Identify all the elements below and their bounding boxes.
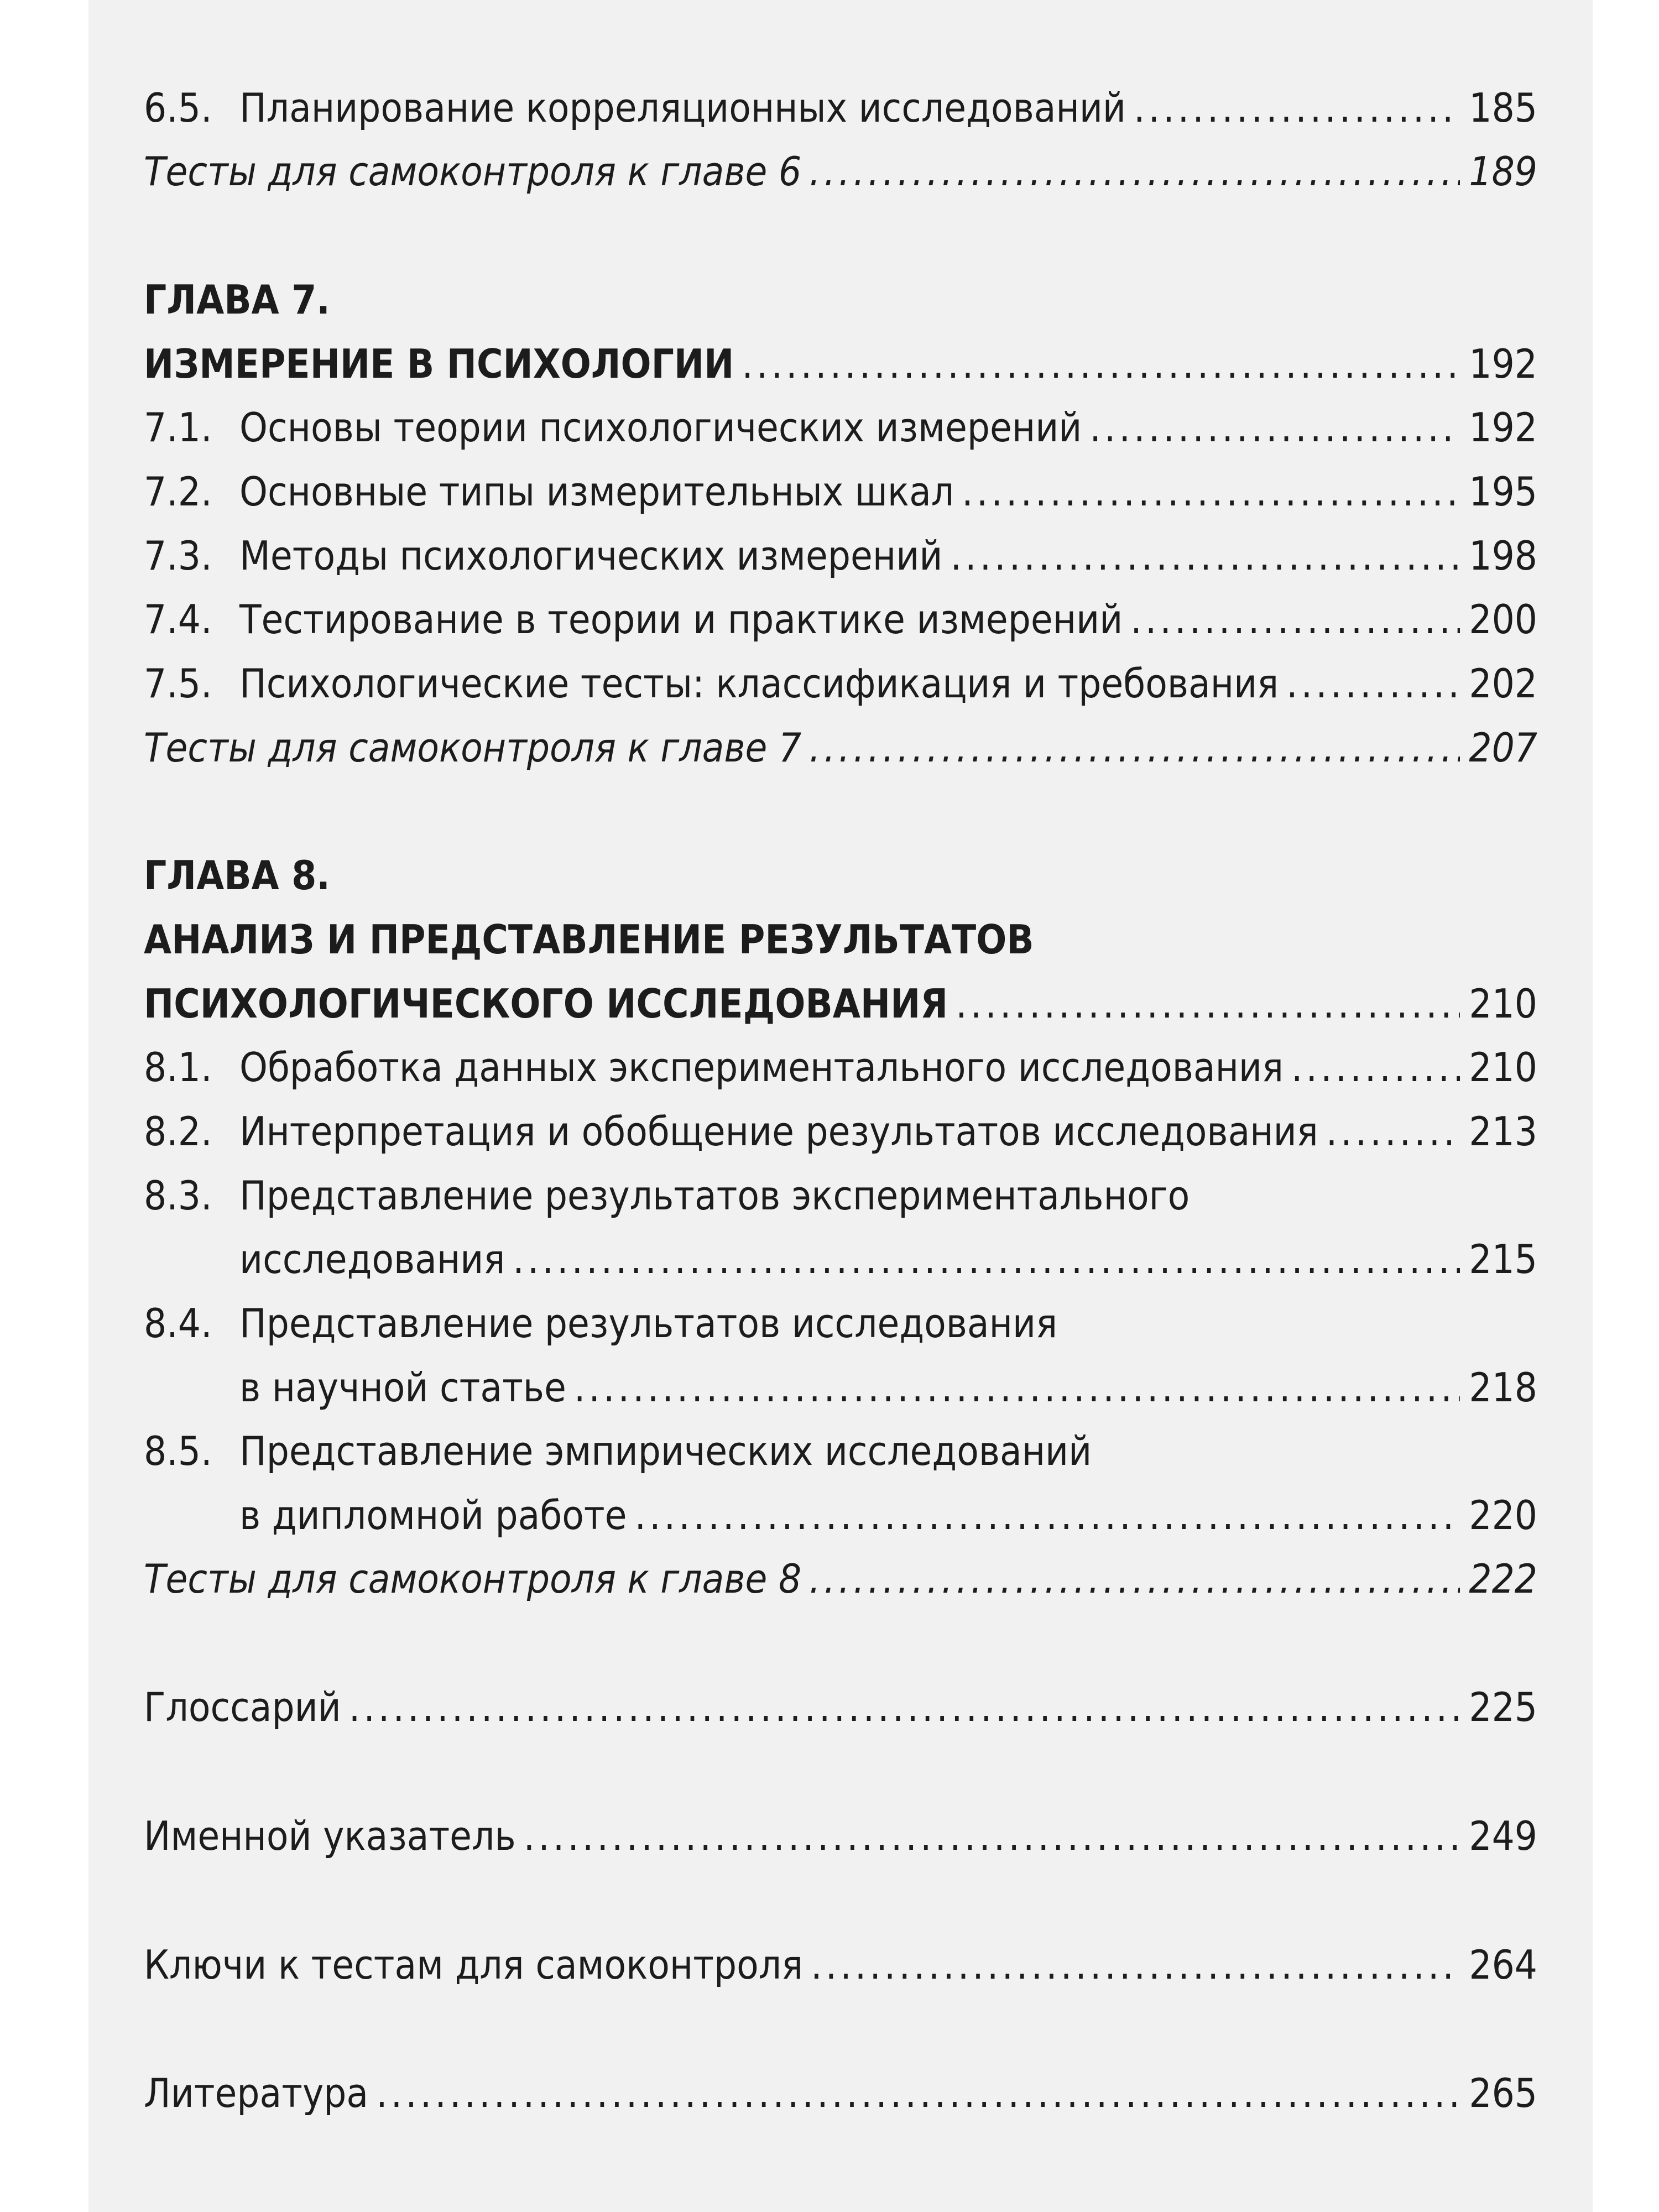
toc-entry-8-1 <box>144 1037 1537 1098</box>
toc-entry-8-4-continued <box>144 1357 1537 1418</box>
entry-title: Представление эмпирических исследований <box>239 1428 1092 1474</box>
chapter-title: ИЗМЕРЕНИЕ В ПСИХОЛОГИИ <box>144 341 734 387</box>
toc-entry-tests-8 <box>144 1548 1537 1609</box>
page-number: 207 <box>1469 724 1537 771</box>
entry-title: Глоссарий <box>144 1684 341 1730</box>
entry-title: Планирование корреляционных исследований <box>239 85 1126 131</box>
section-number: 7.1. <box>144 404 212 451</box>
dot-leader <box>1291 1037 1460 1098</box>
page-number: 202 <box>1469 660 1537 707</box>
page-number: 195 <box>1469 468 1537 515</box>
page-number: 185 <box>1469 85 1537 131</box>
entry-title: Тесты для самоконтроля к главе 8 <box>144 1556 802 1602</box>
entry-title: Тестирование в теории и практике измерений <box>239 596 1123 643</box>
table-of-contents <box>144 0 1537 2212</box>
dot-leader <box>809 1548 1460 1609</box>
dot-leader <box>574 1357 1460 1418</box>
entry-title: Интерпретация и обобщение результатов исследования <box>239 1108 1318 1155</box>
entry-title: Методы психологических измерений <box>239 533 943 579</box>
chapter-7-heading <box>144 269 1537 330</box>
dot-leader <box>349 1677 1460 1738</box>
page-number: 265 <box>1469 2070 1537 2116</box>
section-number: 7.4. <box>144 596 212 643</box>
dot-leader <box>524 1806 1460 1866</box>
page-number: 213 <box>1469 1108 1537 1155</box>
entry-title: Основы теории психологических измерений <box>239 404 1082 451</box>
section-number: 8.4. <box>144 1300 212 1347</box>
dot-leader <box>809 141 1460 202</box>
section-number: 8.3. <box>144 1172 212 1219</box>
entry-title: Литература <box>144 2070 369 2116</box>
toc-entry-7-3 <box>144 525 1537 586</box>
entry-title: Тесты для самоконтроля к главе 7 <box>144 724 802 771</box>
dot-leader <box>962 461 1460 522</box>
book-page <box>88 0 1593 2212</box>
page-number: 210 <box>1469 980 1537 1027</box>
section-number: 6.5. <box>144 85 212 131</box>
dot-leader <box>1134 77 1460 138</box>
page-number: 218 <box>1469 1364 1537 1411</box>
chapter-title: ПСИХОЛОГИЧЕСКОГО ИССЛЕДОВАНИЯ <box>144 980 948 1027</box>
toc-entry-8-3 <box>144 1165 1537 1226</box>
page-number: 222 <box>1469 1556 1537 1602</box>
entry-title: исследования <box>239 1236 505 1282</box>
dot-leader <box>950 525 1460 586</box>
section-number: 7.5. <box>144 660 212 707</box>
entry-title: Психологические тесты: классификация и требования <box>239 660 1279 707</box>
dot-leader <box>1130 589 1460 650</box>
section-number: 8.1. <box>144 1044 212 1091</box>
toc-entry-tests-7 <box>144 717 1537 778</box>
entry-title: Ключи к тестам для самоконтроля <box>144 1942 804 1988</box>
chapter-8-title-line-1 <box>144 909 1537 970</box>
section-number: 8.2. <box>144 1108 212 1155</box>
toc-entry-chapter-8-title <box>144 973 1537 1034</box>
dot-leader <box>809 717 1460 778</box>
entry-title: Представление результатов экспериментального <box>239 1172 1190 1219</box>
toc-entry-7-4 <box>144 589 1537 650</box>
toc-entry-name-index <box>144 1806 1537 1866</box>
toc-entry-8-5 <box>144 1421 1537 1481</box>
page-number: 264 <box>1469 1942 1537 1988</box>
page-number: 225 <box>1469 1684 1537 1730</box>
page-number: 198 <box>1469 533 1537 579</box>
toc-entry-tests-6 <box>144 141 1537 202</box>
toc-entry-7-2 <box>144 461 1537 522</box>
chapter-label: ГЛАВА 8. <box>144 852 330 899</box>
chapter-label: ГЛАВА 7. <box>144 276 330 323</box>
chapter-8-heading <box>144 845 1537 906</box>
page-number: 210 <box>1469 1044 1537 1091</box>
toc-entry-8-3-continued <box>144 1229 1537 1290</box>
section-number: 7.2. <box>144 468 212 515</box>
toc-entry-answer-keys <box>144 1934 1537 1995</box>
toc-entry-7-1 <box>144 397 1537 458</box>
page-number: 220 <box>1469 1492 1537 1538</box>
page-number: 192 <box>1469 341 1537 387</box>
entry-title: Представление результатов исследования <box>239 1300 1058 1347</box>
page-number: 192 <box>1469 404 1537 451</box>
toc-entry-glossary <box>144 1677 1537 1738</box>
page-number: 200 <box>1469 596 1537 643</box>
entry-title: в дипломной работе <box>239 1492 627 1538</box>
section-number: 7.3. <box>144 533 212 579</box>
toc-entry-8-5-continued <box>144 1485 1537 1546</box>
toc-entry-chapter-7-title <box>144 333 1537 394</box>
toc-entry-literature <box>144 2063 1537 2124</box>
entry-title: Именной указатель <box>144 1813 516 1859</box>
section-number: 8.5. <box>144 1428 212 1474</box>
toc-entry-8-4 <box>144 1293 1537 1354</box>
dot-leader <box>742 333 1460 394</box>
toc-entry-8-2 <box>144 1101 1537 1162</box>
dot-leader <box>635 1485 1460 1546</box>
dot-leader <box>513 1229 1460 1290</box>
page-number: 249 <box>1469 1813 1537 1859</box>
toc-entry-7-5 <box>144 653 1537 714</box>
entry-title: Тесты для самоконтроля к главе 6 <box>144 148 802 195</box>
entry-title: Обработка данных экспериментального исследования <box>239 1044 1284 1091</box>
dot-leader <box>1326 1101 1460 1162</box>
page-number: 189 <box>1469 148 1537 195</box>
chapter-title: АНАЛИЗ И ПРЕДСТАВЛЕНИЕ РЕЗУЛЬТАТОВ <box>144 916 1034 963</box>
page-number: 215 <box>1469 1236 1537 1282</box>
dot-leader <box>811 1934 1460 1995</box>
toc-entry-6-5 <box>144 77 1537 138</box>
dot-leader <box>376 2063 1460 2124</box>
dot-leader <box>1286 653 1460 714</box>
entry-title: в научной статье <box>239 1364 566 1411</box>
entry-title: Основные типы измерительных шкал <box>239 468 954 515</box>
dot-leader <box>956 973 1460 1034</box>
dot-leader <box>1089 397 1460 458</box>
